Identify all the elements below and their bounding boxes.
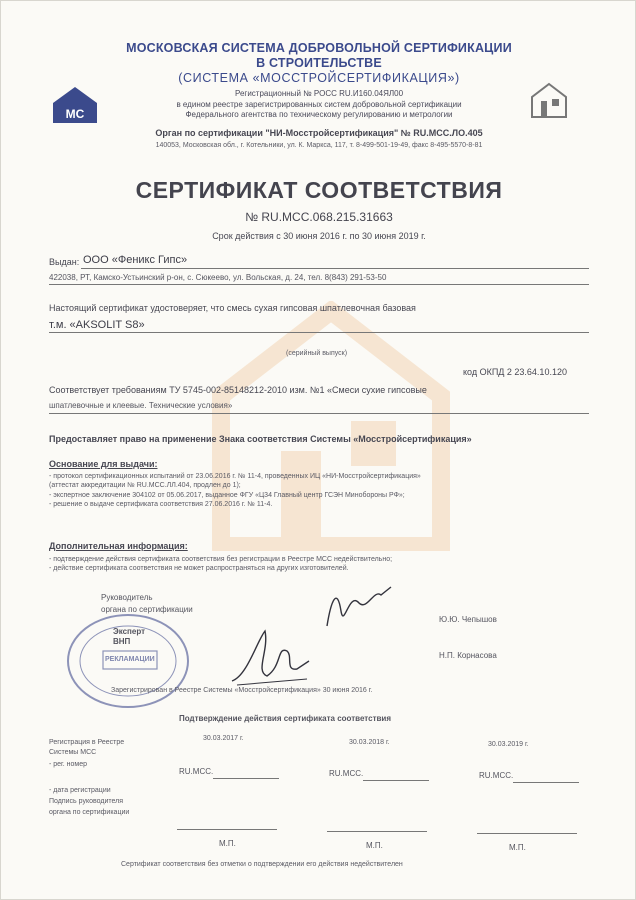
header-reg-note1: в едином реестре зарегистрированных систем добровольной сертификации bbox=[176, 100, 462, 109]
basis-item: - решение о выдаче сертификата соответствия 27.06.2016 г. № 11-4. bbox=[49, 501, 273, 509]
mp-label: М.П. bbox=[366, 841, 383, 850]
conforms-line1: Соответствует требованиям ТУ 5745-002-85148212-2010 изм. №1 «Смеси сухие гипсовые bbox=[49, 385, 427, 395]
head-label1: Руководитель bbox=[101, 593, 153, 602]
expert-signature-icon bbox=[227, 621, 313, 691]
reg-line bbox=[513, 782, 579, 783]
certificate-title: СЕРТИФИКАТ СООТВЕТСТВИЯ bbox=[135, 177, 503, 203]
additional-item: - подтверждение действия сертификата соответствия без регистрации в Реестре МСС недействительно; bbox=[49, 556, 393, 563]
svg-text:МС: МС bbox=[65, 107, 85, 121]
reg-prefix: RU.МСС. bbox=[179, 767, 214, 776]
organ-line: Орган по сертификации "НИ-Мосстройсертификация" № RU.МСС.ЛО.405 bbox=[155, 128, 483, 138]
sign-line bbox=[177, 829, 277, 830]
product-underline bbox=[49, 332, 589, 333]
validity-period: Срок действия с 30 июня 2016 г. по 30 июня 2019 г. bbox=[212, 231, 426, 241]
head-signature-icon bbox=[319, 581, 399, 631]
sign-line bbox=[327, 831, 427, 832]
stamp-text: РЕКЛАМАЦИИ bbox=[105, 656, 155, 663]
issued-label: Выдан: bbox=[49, 257, 80, 267]
confirm-date: 30.03.2018 г. bbox=[349, 739, 390, 746]
certificate-number: № RU.МСС.068.215.31663 bbox=[245, 210, 393, 224]
head-name: Ю.Ю. Чепышов bbox=[439, 615, 497, 624]
confirm-left2: Системы МСС bbox=[49, 749, 97, 756]
head-label2: органа по сертификации bbox=[101, 605, 193, 614]
header-line1: МОСКОВСКАЯ СИСТЕМА ДОБРОВОЛЬНОЙ СЕРТИФИКАЦИИ bbox=[126, 41, 512, 55]
header-system: (СИСТЕМА «МОССТРОЙСЕРТИФИКАЦИЯ») bbox=[178, 71, 460, 85]
header-reg: Регистрационный № РОСС RU.И160.04ЯЛ00 bbox=[234, 89, 404, 98]
additional-heading: Дополнительная информация: bbox=[49, 541, 188, 551]
organ-address: 140053, Московская обл., г. Котельники, ул. К. Маркса, 117, т. 8-499-501-19-49, факс 8-495-5570-8-81 bbox=[155, 142, 483, 149]
confirm-left6: органа по сертификации bbox=[49, 809, 130, 816]
reg-line bbox=[363, 780, 429, 781]
stamp-name: ВНП bbox=[113, 637, 131, 646]
address-underline bbox=[49, 284, 589, 285]
mp-label: М.П. bbox=[219, 839, 236, 848]
grants-text: Предоставляет право на применение Знака соответствия Системы «Мосстройсертификация» bbox=[49, 434, 472, 444]
sign-line bbox=[477, 833, 577, 834]
serial-note: (серийный выпуск) bbox=[286, 350, 348, 357]
basis-item: - экспертное заключение 304102 от 05.06.2017, выданное ФГУ «Ц34 Главный центр ГСЭН Минобороны РФ»; bbox=[49, 491, 405, 499]
header-reg-note2: Федерального агентства по техническому регулированию и метрологии bbox=[185, 110, 453, 119]
confirm-left1: Регистрация в Реестре bbox=[49, 739, 125, 746]
conforms-line2: шпатлевочные и клеевые. Технические условия» bbox=[49, 401, 233, 410]
stamp-label: Эксперт bbox=[113, 627, 146, 636]
conforms-underline bbox=[49, 413, 589, 414]
issued-address: 422038, РТ, Камско-Устьинский р-он, с. Сюкеево, ул. Вольская, д. 24, тел. 8(843) 291-53-50 bbox=[49, 273, 387, 282]
certifies-text2: т.м. «AKSOLIT S8» bbox=[49, 319, 145, 331]
issued-underline bbox=[81, 268, 589, 269]
reg-prefix: RU.МСС. bbox=[479, 771, 514, 780]
reg-prefix: RU.МСС. bbox=[329, 769, 364, 778]
confirm-date: 30.03.2017 г. bbox=[203, 735, 244, 742]
watermark-house-icon bbox=[211, 301, 451, 551]
expert-name: Н.П. Корнасова bbox=[439, 651, 497, 660]
basis-item: (аттестат аккредитации № RU.МСС.ЛЛ.404, продлен до 1); bbox=[49, 482, 241, 490]
confirm-heading: Подтверждение действия сертификата соответствия bbox=[179, 714, 391, 723]
basis-item: - протокол сертификационных испытаний от 23.06.2016 г. № 11-4, проведенных ИЦ «НИ-Мосстройсертификация» bbox=[49, 473, 421, 480]
confirm-left5: Подпись руководителя bbox=[49, 798, 124, 805]
confirm-left4: - дата регистрации bbox=[49, 787, 111, 794]
mp-label: М.П. bbox=[509, 843, 526, 852]
basis-list bbox=[49, 472, 421, 510]
additional-list bbox=[49, 555, 392, 574]
certification-mark-icon bbox=[529, 81, 569, 121]
certifies-text1: Настоящий сертификат удостоверяет, что смесь сухая гипсовая шпатлевочная базовая bbox=[49, 303, 416, 313]
basis-heading: Основание для выдачи: bbox=[49, 459, 158, 469]
footer-note: Сертификат соответствия без отметки о подтверждении его действия недействителен bbox=[121, 861, 403, 868]
confirm-left3: - рег. номер bbox=[49, 761, 88, 768]
header-line2: В СТРОИТЕЛЬСТВЕ bbox=[256, 56, 382, 70]
mss-logo-icon bbox=[51, 85, 99, 125]
additional-item: - действие сертификата соответствия не может распространяться на других изготовителей. bbox=[49, 565, 349, 573]
reg-line bbox=[213, 778, 279, 779]
issued-value: ООО «Феникс Гипс» bbox=[83, 254, 188, 266]
confirm-date: 30.03.2019 г. bbox=[488, 741, 529, 748]
registry-note: Зарегистрирован в Реестре Системы «Мосстройсертификация» 30 июня 2016 г. bbox=[111, 687, 373, 694]
okpd-code: код ОКПД 2 23.64.10.120 bbox=[463, 367, 567, 377]
